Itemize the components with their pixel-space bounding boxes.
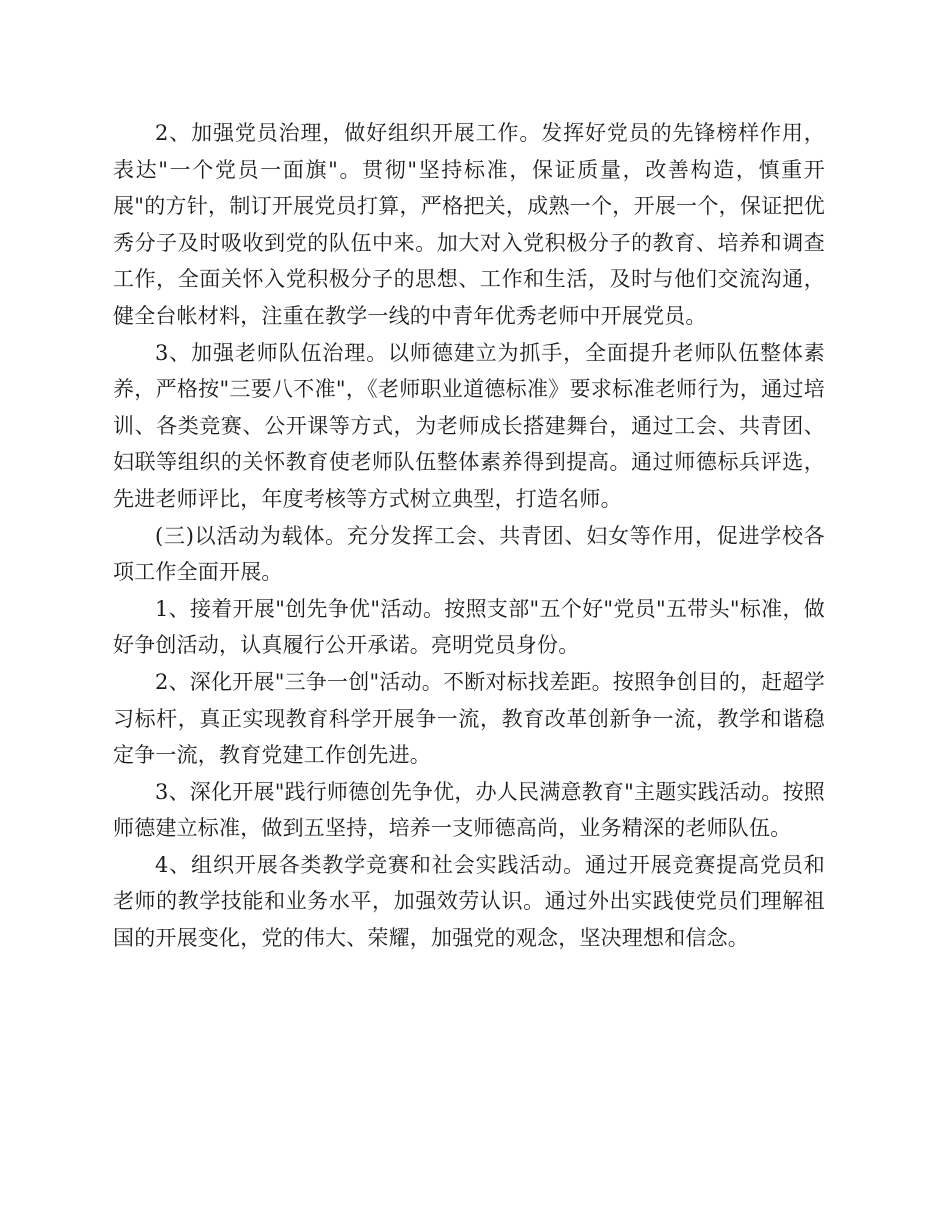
paragraph-excellence-activity: 1、接着开展"创先争优"活动。按照支部"五个好"党员"五带头"标准，做好争创活动，认真履行公开承诺。亮明党员身份。 bbox=[113, 596, 825, 658]
paragraph-teacher-ethics-activity: 3、深化开展"践行师德创先争优，办人民满意教育"主题实践活动。按照师德建立标准，做到五坚持，培养一支师德高尚，业务精深的老师队伍。 bbox=[113, 779, 825, 841]
paragraph-competition-practice: 4、组织开展各类教学竞赛和社会实践活动。通过开展竞赛提高党员和老师的教学技能和业务水平，加强效劳认识。通过外出实践使党员们理解祖国的开展变化，党的伟大、荣耀，加强党的观念，坚决理想和信念。 bbox=[113, 852, 825, 951]
paragraph-teacher-team-management: 3、加强老师队伍治理。以师德建立为抓手，全面提升老师队伍整体素养，严格按"三要八不准"，《老师职业道德标准》要求标准老师行为，通过培训、各类竞赛、公开课等方式，为老师成长搭建舞台，通过工会、共青团、妇联等组织的关怀教育使老师队伍整体素养得到提高。通过师德标兵评选，先进老师评比，年度考核等方式树立典型，打造名师。 bbox=[113, 340, 825, 511]
paragraph-three-compete-activity: 2、深化开展"三争一创"活动。不断对标找差距。按照争创目的，赶超学习标杆，真正实现教育科学开展争一流，教育改革创新争一流，教学和谐稳定争一流，教育党建工作创先进。 bbox=[113, 669, 825, 768]
paragraph-section-activities: (三)以活动为载体。充分发挥工会、共青团、妇女等作用，促进学校各项工作全面开展。 bbox=[113, 523, 825, 585]
document-body bbox=[113, 115, 825, 957]
paragraph-party-member-management: 2、加强党员治理，做好组织开展工作。发挥好党员的先锋榜样作用，表达"一个党员一面旗"。贯彻"坚持标准，保证质量，改善构造，慎重开展"的方针，制订开展党员打算，严格把关，成熟一个，开展一个，保证把优秀分子及时吸收到党的队伍中来。加大对入党积极分子的教育、培养和调查工作，全面关怀入党积极分子的思想、工作和生活，及时与他们交流沟通，健全台帐材料，注重在教学一线的中青年优秀老师中开展党员。 bbox=[113, 121, 825, 328]
